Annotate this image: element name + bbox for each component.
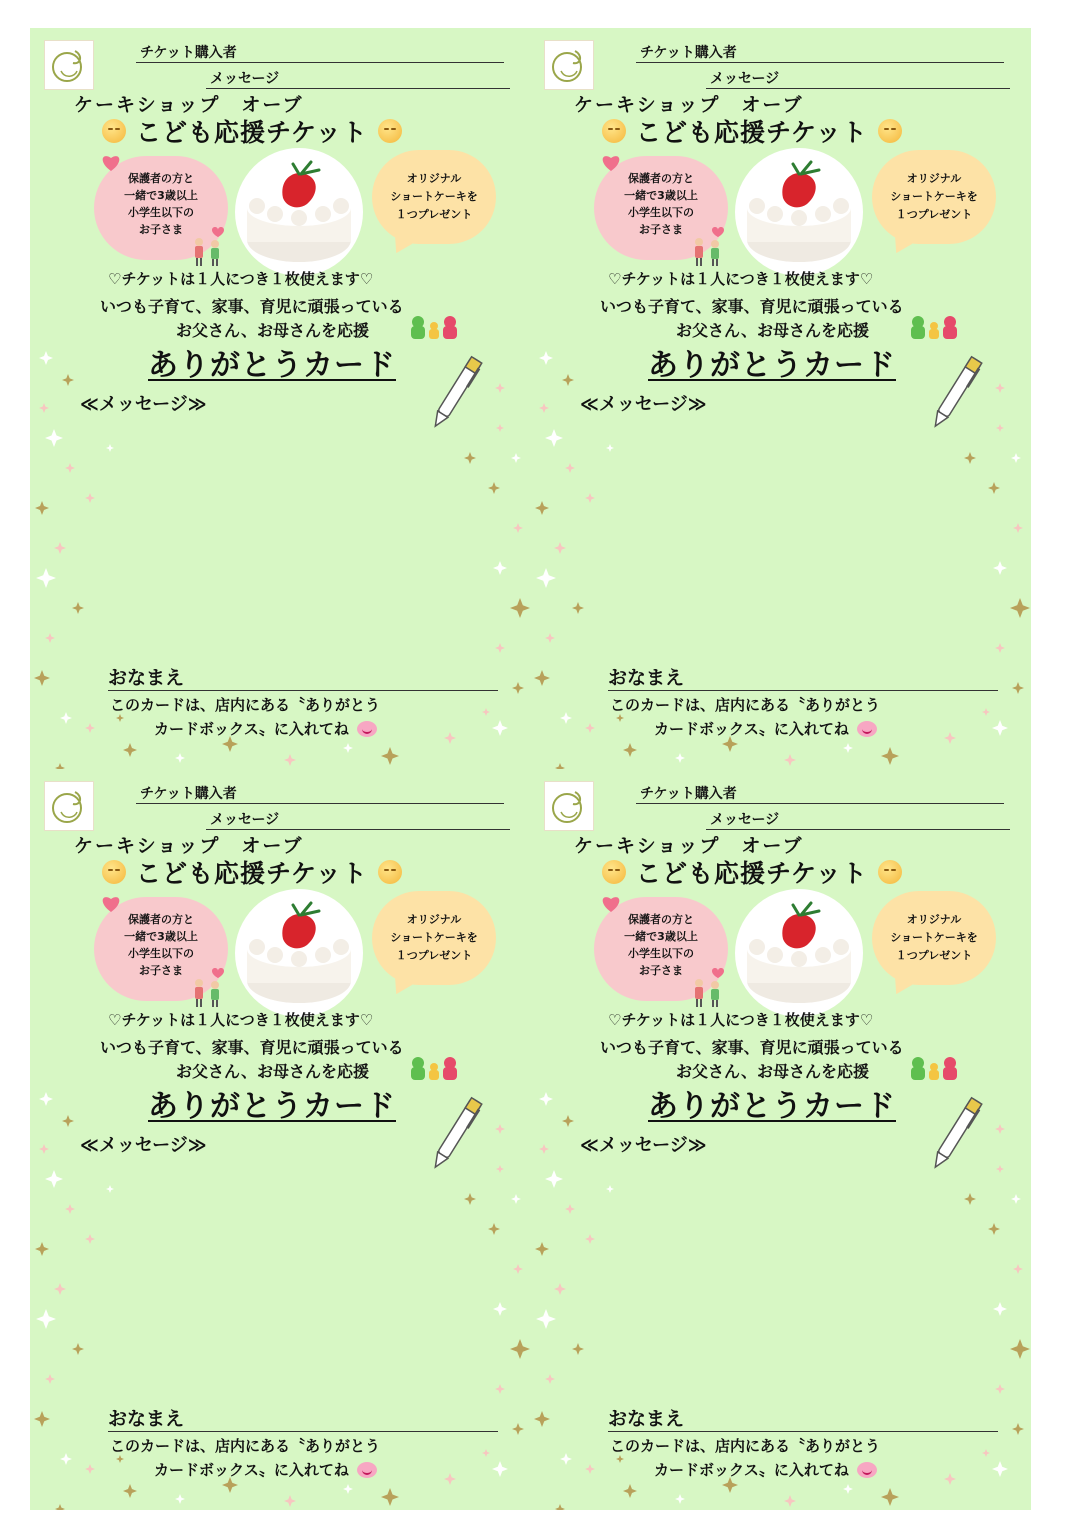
sparkle-icon [54,542,66,554]
instruction-line-2-text: カードボックス〟に入れてね [654,720,849,738]
sparkle-icon [45,1374,55,1384]
sparkle-icon [675,753,685,763]
sparkle-icon [1013,1264,1023,1274]
ticket-title: こども応援チケット [636,118,868,147]
heart-icon [100,893,122,913]
sparkle-icon [982,708,990,716]
smiley-icon [602,860,626,884]
instruction-line-2 [654,718,877,739]
pink-smiley-icon [857,721,877,737]
pen-icon [928,1091,984,1177]
sparkle-icon [106,1185,114,1193]
instruction-line-1: このカードは、店内にある〝ありがとう [610,1437,881,1455]
eligibility-line: お子さま [139,223,183,236]
usage-notice: ♡チケットは１人につき１枚使えます♡ [608,270,874,288]
sparkle-icon [496,1165,504,1173]
sparkle-icon [572,602,584,614]
sparkle-icon [539,1144,549,1154]
sparkle-icon [482,1449,490,1457]
sparkle-icon [62,374,74,386]
sparkle-icon [535,1242,549,1256]
sparkle-icon [343,1484,353,1494]
eligibility-line: 一緒で3歳以上 [124,930,198,943]
pen-icon [928,350,984,436]
pen-icon [428,1091,484,1177]
sparkle-icon [495,1384,505,1394]
sparkle-icon [1012,1423,1024,1435]
sparkle-icon [511,1194,521,1204]
sparkle-icon [881,1488,899,1506]
sparkle-icon [85,723,95,733]
present-bubble [872,150,996,244]
sparkle-icon [982,1449,990,1457]
message-heading: ≪メッセージ≫ [580,394,707,415]
message-field: メッセージ [206,811,510,830]
present-line: オリジナル [406,913,462,926]
sparkle-icon [85,1234,95,1244]
sparkle-icon [1012,682,1024,694]
pink-smiley-icon [357,721,377,737]
support-message-line-1: いつも子育て、家事、育児に頑張っている [600,297,904,316]
sparkle-icon [536,568,556,588]
sparkle-icon [539,403,549,413]
sparkle-icon [511,453,521,463]
shop-name: ケーキショップ オーブ [574,835,804,857]
heart-icon [600,893,622,913]
sparkle-icon [616,1455,624,1463]
support-message-line-1: いつも子育て、家事、育児に頑張っている [100,297,404,316]
instruction-line-2-text: カードボックス〟に入れてね [654,1461,849,1479]
sparkle-icon [585,1234,595,1244]
sparkle-icon [606,444,614,452]
instruction-line-2 [154,718,377,739]
sparkle-icon [54,1283,66,1295]
shop-name: ケーキショップ オーブ [574,94,804,116]
eligibility-line: お子さま [639,964,683,977]
sparkle-icon [510,598,530,618]
sparkle-icon [881,747,899,765]
message-field: メッセージ [206,70,510,89]
sparkle-icon [616,714,624,722]
sparkle-icon [536,1309,556,1329]
sparkle-icon [464,452,476,464]
sparkle-icon [560,1453,572,1465]
sparkle-icon [565,1204,575,1214]
sparkle-icon [45,1170,63,1188]
shop-logo [544,40,594,90]
name-field: おなまえ [108,666,498,691]
buyer-field: チケット購入者 [136,785,504,804]
sparkle-icon [585,493,595,503]
sparkle-icon [545,633,555,643]
name-field: おなまえ [608,666,998,691]
sparkle-icon [62,1115,74,1127]
usage-notice: ♡チケットは１人につき１枚使えます♡ [108,270,374,288]
present-line: オリジナル [906,172,962,185]
sparkle-icon [996,1165,1004,1173]
sparkle-icon [492,1461,508,1477]
sparkle-icon [545,1170,563,1188]
name-field: おなまえ [108,1407,498,1432]
sparkle-icon [284,754,296,766]
sparkle-icon [510,1339,530,1359]
eligibility-line: 小学生以下の [128,206,194,219]
sparkle-icon [106,444,114,452]
ticket-title: こども応援チケット [136,118,368,147]
sparkle-icon [495,383,505,393]
sparkle-icon [60,1453,72,1465]
eligibility-line: 保護者の方と [628,913,694,926]
sparkle-icon [381,1488,399,1506]
sparkle-icon [493,561,507,575]
sparkle-icon [175,1494,185,1504]
instruction-line-1: このカードは、店内にある〝ありがとう [110,1437,381,1455]
support-message-line-2: お父さん、お母さんを応援 [176,321,369,340]
family-icon [908,1055,960,1081]
sparkle-icon [175,753,185,763]
smiley-icon [378,119,402,143]
eligibility-line: お子さま [639,223,683,236]
sparkle-icon [488,482,500,494]
heart-icon [100,152,122,172]
sparkle-icon [45,429,63,447]
sparkle-icon [534,1411,550,1427]
message-heading: ≪メッセージ≫ [80,394,207,415]
card-bottom-right [530,769,1030,1510]
sparkle-icon [988,482,1000,494]
present-line: １つプレゼント [395,208,473,221]
sparkle-icon [45,633,55,643]
sparkle-icon [85,493,95,503]
smiley-icon [878,860,902,884]
kids-icon [688,965,728,1009]
sparkle-icon [72,602,84,614]
sparkle-icon [995,383,1005,393]
name-field: おなまえ [608,1407,998,1432]
sparkle-icon [512,1423,524,1435]
sparkle-icon [993,561,1007,575]
sparkle-icon [988,1223,1000,1235]
sparkle-icon [585,723,595,733]
sparkle-icon [65,1204,75,1214]
sparkle-icon [39,1092,53,1106]
family-icon [408,1055,460,1081]
ticket-sheet [30,28,1031,1510]
eligibility-line: 一緒で3歳以上 [624,189,698,202]
instruction-line-1: このカードは、店内にある〝ありがとう [110,696,381,714]
sparkle-icon [343,743,353,753]
message-heading: ≪メッセージ≫ [80,1135,207,1156]
sparkle-icon [513,1264,523,1274]
sparkle-icon [496,424,504,432]
usage-notice: ♡チケットは１人につき１枚使えます♡ [608,1011,874,1029]
sparkle-icon [606,1185,614,1193]
sparkle-icon [993,1302,1007,1316]
sparkle-icon [85,1464,95,1474]
sparkle-icon [39,351,53,365]
message-heading: ≪メッセージ≫ [580,1135,707,1156]
ticket-title-row [592,114,912,148]
sparkle-icon [560,712,572,724]
sparkle-icon [36,568,56,588]
eligibility-line: 一緒で3歳以上 [124,189,198,202]
eligibility-line: 小学生以下の [128,947,194,960]
sparkle-icon [784,1495,796,1507]
sparkle-icon [554,1283,566,1295]
buyer-field: チケット購入者 [636,44,1004,63]
present-bubble [372,150,496,244]
sparkle-icon [944,1473,956,1485]
strawberry-cake-image [235,889,363,1017]
ticket-title: こども応援チケット [636,859,868,888]
support-message-line-1: いつも子育て、家事、育児に頑張っている [100,1038,404,1057]
ticket-title-row [592,855,912,889]
card-bottom-left [30,769,530,1510]
sparkle-icon [1010,598,1030,618]
sparkle-icon [495,643,505,653]
sparkle-icon [843,743,853,753]
sparkle-icon [585,1464,595,1474]
instruction-line-2 [154,1459,377,1480]
sparkle-icon [1011,1194,1021,1204]
card-top-left [30,28,530,769]
sparkle-icon [784,754,796,766]
buyer-field: チケット購入者 [136,44,504,63]
sparkle-icon [34,1411,50,1427]
family-icon [408,314,460,340]
sparkle-icon [36,1309,56,1329]
pen-icon [428,350,484,436]
sparkle-icon [444,732,456,744]
eligibility-line: 保護者の方と [128,172,194,185]
sparkle-icon [992,720,1008,736]
sparkle-icon [381,747,399,765]
instruction-line-2-text: カードボックス〟に入れてね [154,720,349,738]
strawberry-cake-image [235,148,363,276]
sparkle-icon [512,682,524,694]
present-line: オリジナル [906,913,962,926]
sparkle-icon [555,1504,565,1510]
sparkle-icon [116,714,124,722]
sparkle-icon [495,1124,505,1134]
sparkle-icon [964,452,976,464]
present-line: ショートケーキを [390,190,478,203]
sparkle-icon [995,1124,1005,1134]
instruction-line-2 [654,1459,877,1480]
heart-icon [600,152,622,172]
shop-logo [544,781,594,831]
strawberry-cake-image [735,889,863,1017]
sparkle-icon [562,1115,574,1127]
sparkle-icon [545,429,563,447]
pink-smiley-icon [857,1462,877,1478]
family-icon [908,314,960,340]
sparkle-icon [843,1484,853,1494]
sparkle-icon [995,643,1005,653]
present-line: ショートケーキを [390,931,478,944]
kids-icon [688,224,728,268]
sparkle-icon [493,1302,507,1316]
sparkle-icon [60,712,72,724]
thank-you-card-title: ありがとうカード [648,1089,896,1124]
eligibility-line: 一緒で3歳以上 [624,930,698,943]
shop-name: ケーキショップ オーブ [74,835,304,857]
sparkle-icon [534,670,550,686]
shop-name: ケーキショップ オーブ [74,94,304,116]
sparkle-icon [116,1455,124,1463]
sparkle-icon [123,1484,137,1498]
sparkle-icon [572,1343,584,1355]
ticket-title-row [92,855,412,889]
kids-icon [188,224,228,268]
smiley-icon [602,119,626,143]
sparkle-icon [72,1343,84,1355]
support-message-line-2: お父さん、お母さんを応援 [176,1062,369,1081]
instruction-line-1: このカードは、店内にある〝ありがとう [610,696,881,714]
sparkle-icon [675,1494,685,1504]
smiley-icon [378,860,402,884]
eligibility-line: 保護者の方と [128,913,194,926]
sparkle-icon [55,1504,65,1510]
pink-smiley-icon [357,1462,377,1478]
sparkle-icon [35,501,49,515]
sparkle-icon [488,1223,500,1235]
sparkle-icon [284,1495,296,1507]
sparkle-icon [944,732,956,744]
support-message-line-2: お父さん、お母さんを応援 [676,321,869,340]
sparkle-icon [482,708,490,716]
sparkle-icon [562,374,574,386]
support-message-line-1: いつも子育て、家事、育児に頑張っている [600,1038,904,1057]
sparkle-icon [545,1374,555,1384]
present-bubble [872,891,996,985]
sparkle-icon [39,403,49,413]
thank-you-card-title: ありがとうカード [648,348,896,383]
sparkle-icon [34,670,50,686]
eligibility-line: 保護者の方と [628,172,694,185]
sparkle-icon [964,1193,976,1205]
present-line: １つプレゼント [895,949,973,962]
sparkle-icon [444,1473,456,1485]
sparkle-icon [39,1144,49,1154]
thank-you-card-title: ありがとうカード [148,1089,396,1124]
sparkle-icon [565,463,575,473]
ticket-title: こども応援チケット [136,859,368,888]
smiley-icon [878,119,902,143]
support-message-line-2: お父さん、お母さんを応援 [676,1062,869,1081]
smiley-icon [102,119,126,143]
eligibility-line: 小学生以下の [628,947,694,960]
sparkle-icon [535,501,549,515]
sparkle-icon [65,463,75,473]
eligibility-line: 小学生以下の [628,206,694,219]
sparkle-icon [1011,453,1021,463]
sparkle-icon [539,351,553,365]
message-field: メッセージ [706,811,1010,830]
sparkle-icon [996,424,1004,432]
present-line: ショートケーキを [890,931,978,944]
sparkle-icon [513,523,523,533]
sparkle-icon [123,743,137,757]
present-line: １つプレゼント [395,949,473,962]
sparkle-icon [1013,523,1023,533]
eligibility-line: お子さま [139,964,183,977]
present-line: オリジナル [406,172,462,185]
present-line: ショートケーキを [890,190,978,203]
sparkle-icon [992,1461,1008,1477]
sparkle-icon [995,1384,1005,1394]
sparkle-icon [464,1193,476,1205]
strawberry-cake-image [735,148,863,276]
present-line: １つプレゼント [895,208,973,221]
shop-logo [44,781,94,831]
message-field: メッセージ [706,70,1010,89]
thank-you-card-title: ありがとうカード [148,348,396,383]
card-top-right [530,28,1030,769]
smiley-icon [102,860,126,884]
instruction-line-2-text: カードボックス〟に入れてね [154,1461,349,1479]
sparkle-icon [623,743,637,757]
usage-notice: ♡チケットは１人につき１枚使えます♡ [108,1011,374,1029]
present-bubble [372,891,496,985]
kids-icon [188,965,228,1009]
sparkle-icon [35,1242,49,1256]
sparkle-icon [1010,1339,1030,1359]
sparkle-icon [492,720,508,736]
sparkle-icon [623,1484,637,1498]
shop-logo [44,40,94,90]
sparkle-icon [554,542,566,554]
sparkle-icon [539,1092,553,1106]
ticket-title-row [92,114,412,148]
buyer-field: チケット購入者 [636,785,1004,804]
